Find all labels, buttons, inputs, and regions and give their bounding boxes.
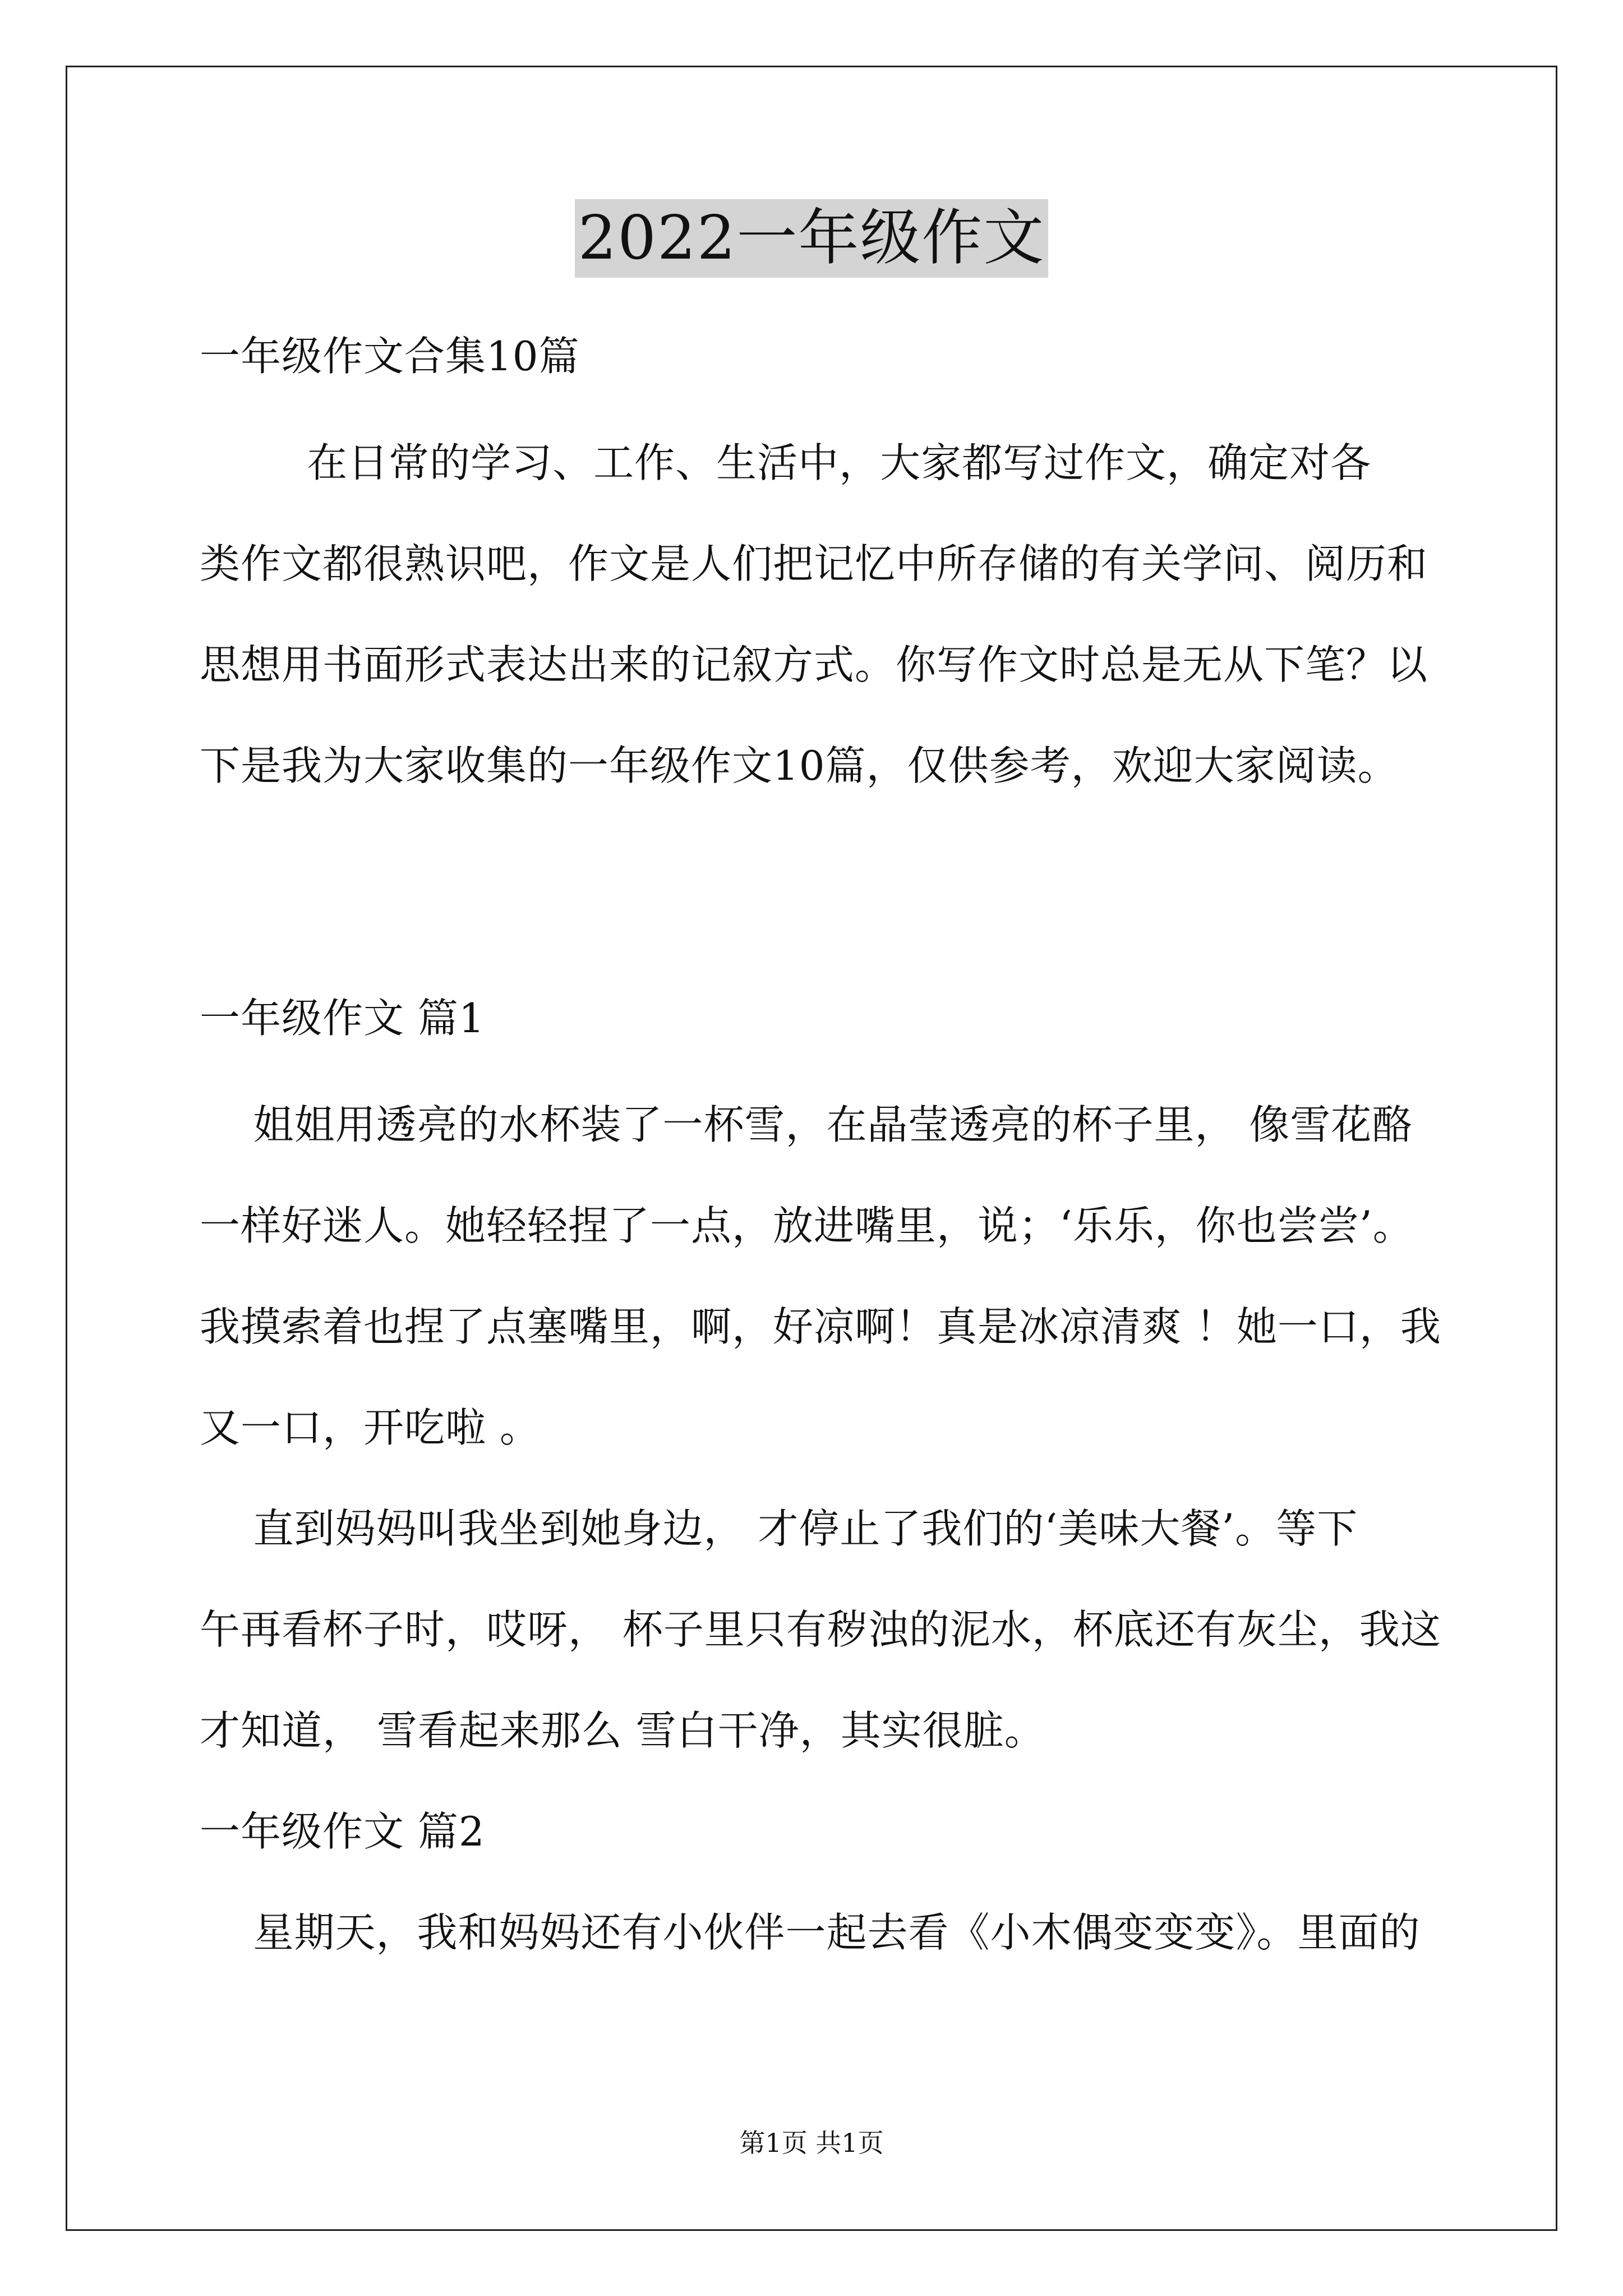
section-1-line-4: 又一口，开吃啦 。 [200, 1404, 541, 1451]
document-title: 2022一年级作文 [575, 199, 1049, 278]
section-1-line-3: 我摸索着也捏了点塞嘴里，啊，好凉啊！真是冰凉清爽 ！她一口，我 [200, 1303, 1441, 1350]
section-1-line-1: 姐姐用透亮的水杯装了一杯雪，在晶莹透亮的杯子里， 像雪花酪 [200, 1101, 1413, 1148]
section-1-line-7: 才知道， 雪看起来那么 雪白干净，其实很脏。 [200, 1707, 1045, 1754]
section-1-heading: 一年级作文 篇1 [200, 995, 485, 1042]
intro-line-3: 思想用书面形式表达出来的记叙方式。你写作文时总是无从下笔？以 [200, 641, 1428, 688]
section-2-heading: 一年级作文 篇2 [200, 1808, 485, 1855]
title-container [0, 199, 1623, 278]
section-1-line-5: 直到妈妈叫我坐到她身边， 才停止了我们的‘美味大餐’。等下 [200, 1505, 1358, 1552]
section-1-line-2: 一样好迷人。她轻轻捏了一点，放进嘴里，说；‘乐乐，你也尝尝’。 [200, 1202, 1414, 1249]
intro-line-1: 在日常的学习、工作、生活中，大家都写过作文，确定对各 [200, 439, 1372, 486]
intro-line-4: 下是我为大家收集的一年级作文10篇，仅供参考，欢迎大家阅读。 [200, 742, 1399, 789]
document-subtitle: 一年级作文合集10篇 [200, 333, 580, 380]
intro-line-2: 类作文都很熟识吧，作文是人们把记忆中所存储的有关学问、阅历和 [200, 540, 1428, 587]
section-2-line-1: 星期天，我和妈妈还有小伙伴一起去看《小木偶变变变》。里面的 [200, 1909, 1421, 1956]
section-1-line-6: 午再看杯子时，哎呀， 杯子里只有秽浊的泥水，杯底还有灰尘，我这 [200, 1606, 1441, 1653]
page-footer: 第1页 共1页 [739, 2128, 884, 2158]
